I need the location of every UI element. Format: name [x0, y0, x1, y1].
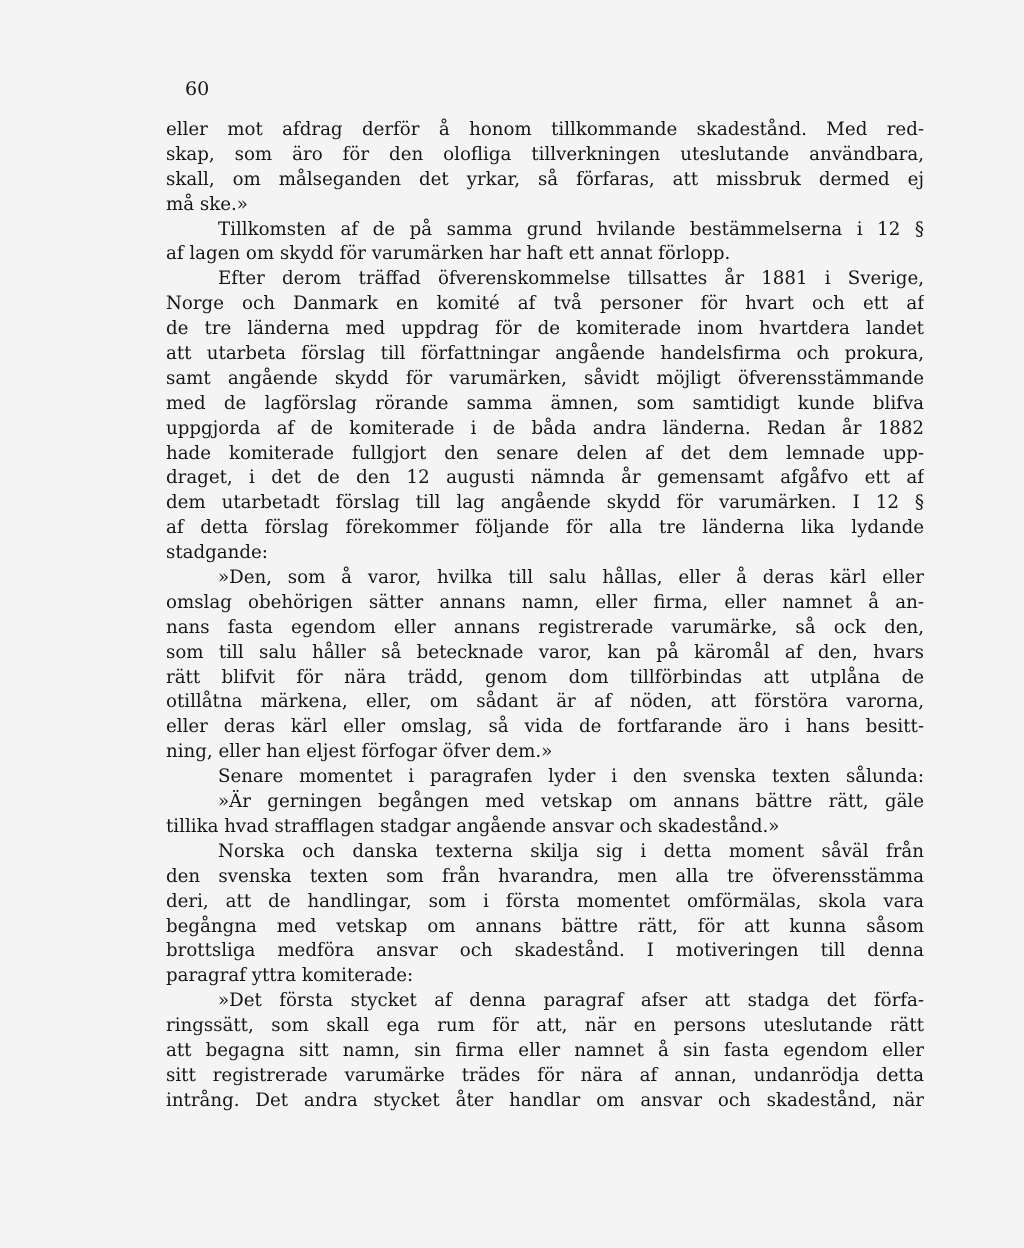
text-line: att utarbeta förslag till författningar angående handelsfirma och prokura, — [166, 343, 924, 365]
text-line: nans fasta egendom eller annans registrerade varumärke, så ock den, — [166, 616, 924, 638]
text-line: paragraf yttra komiterade: — [166, 965, 414, 987]
text-line: begångna med vetskap om annans bättre rätt, för att kunna såsom — [166, 915, 924, 937]
text-line: med de lagförslag rörande samma ämnen, som samtidigt kunde blifva — [166, 392, 924, 414]
text-line: som till salu håller så betecknade varor, kan på käromål af den, hvars — [166, 641, 924, 663]
text-line: eller deras kärl eller omslag, så vida de fortfarande äro i hans besitt- — [166, 716, 924, 738]
text-line: »Det första stycket af denna paragraf afser att stadga det förfa- — [218, 990, 924, 1012]
text-line: Norska och danska texterna skilja sig i detta moment såväl från — [218, 840, 924, 862]
text-line: rätt blifvit för nära trädd, genom dom tillförbindas att utplåna de — [166, 666, 924, 688]
text-line: eller mot afdrag derför å honom tillkommande skadestånd. Med red- — [166, 119, 924, 140]
text-line: den svenska texten som från hvarandra, men alla tre öfverensstämma — [166, 865, 924, 887]
text-line: att begagna sitt namn, sin firma eller namnet å sin fasta egendom eller — [166, 1039, 924, 1061]
text-line: omslag obehörigen sätter annans namn, eller firma, eller namnet å an- — [166, 591, 924, 613]
page-number: 60 — [185, 78, 210, 100]
text-line: stadgande: — [166, 542, 268, 564]
text-line: skap, som äro för den olofliga tillverkningen uteslutande användbara, — [166, 143, 924, 165]
body-text — [166, 118, 924, 1114]
text-line: »Är gerningen begången med vetskap om annans bättre rätt, gäle — [218, 791, 924, 813]
text-line: samt angående skydd för varumärken, såvidt möjligt öfverensstämmande — [166, 367, 924, 389]
text-line: tillika hvad strafflagen stadgar angående ansvar och skadestånd.» — [166, 815, 780, 837]
text-line: hade komiterade fullgjort den senare delen af det dem lemnade upp- — [166, 442, 924, 464]
text-line: ringssätt, som skall ega rum för att, när en persons uteslutande rätt — [166, 1015, 924, 1037]
text-line: otillåtna märkena, eller, om sådant är af nöden, att förstöra varorna, — [166, 691, 924, 713]
text-line: intrång. Det andra stycket åter handlar om ansvar och skadestånd, när — [166, 1089, 924, 1111]
text-line: de tre länderna med uppdrag för de komiterade inom hvartdera landet — [166, 318, 924, 340]
text-line: må ske.» — [166, 193, 248, 215]
text-line: deri, att de handlingar, som i första momentet omförmälas, skola vara — [166, 890, 924, 912]
text-line: af lagen om skydd för varumärken har haft ett annat förlopp. — [166, 243, 731, 265]
text-line: ning, eller han eljest förfogar öfver dem.» — [166, 741, 553, 763]
text-line: skall, om målseganden det yrkar, så förfaras, att missbruk dermed ej — [166, 168, 924, 190]
text-line: dem utarbetadt förslag till lag angående skydd för varumärken. I 12 § — [166, 492, 924, 514]
text-line: Tillkomsten af de på samma grund hvilande bestämmelserna i 12 § — [218, 218, 924, 240]
text-line: uppgjorda af de komiterade i de båda andra länderna. Redan år 1882 — [166, 417, 924, 439]
text-line: »Den, som å varor, hvilka till salu hållas, eller å deras kärl eller — [218, 567, 924, 589]
text-line: brottsliga medföra ansvar och skadestånd. I motiveringen till denna — [166, 940, 924, 962]
text-line: Efter derom träffad öfverenskommelse tillsattes år 1881 i Sverige, — [218, 268, 924, 290]
text-line: Senare momentet i paragrafen lyder i den svenska texten sålunda: — [218, 766, 924, 788]
text-line: af detta förslag förekommer följande för alla tre länderna lika lydande — [166, 517, 924, 539]
text-line: sitt registrerade varumärke trädes för nära af annan, undanrödja detta — [166, 1064, 924, 1086]
text-line: draget, i det de den 12 augusti nämnda år gemensamt afgåfvo ett af — [166, 467, 924, 489]
text-line: Norge och Danmark en komité af två personer för hvart och ett af — [166, 293, 924, 315]
